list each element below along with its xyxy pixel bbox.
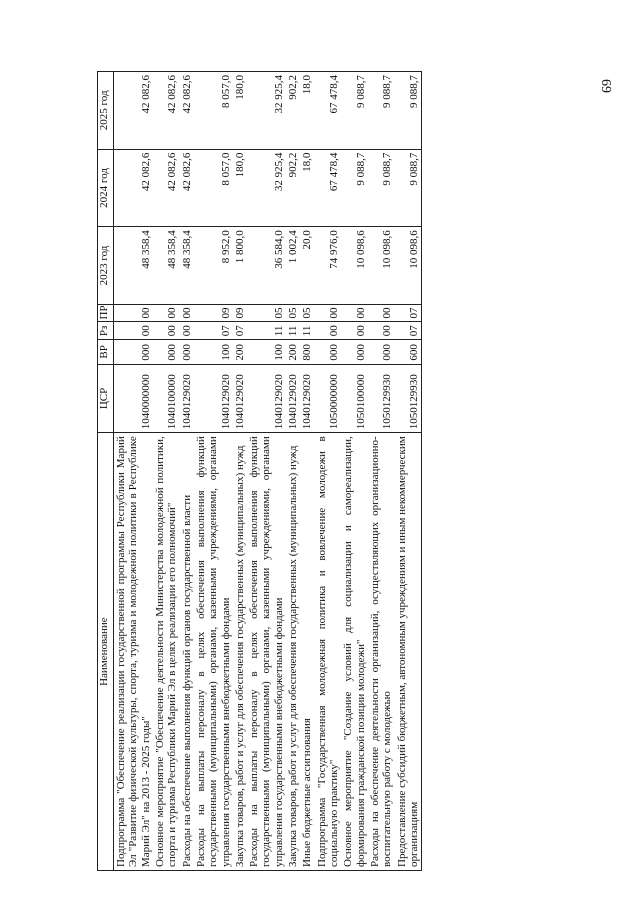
cell-rz: 11 <box>286 322 300 340</box>
cell-csr: 1040129020 <box>300 364 314 433</box>
cell-2025: 42 082,6 <box>153 72 180 150</box>
table-row <box>247 72 286 871</box>
cell-csr: 1040129020 <box>180 364 194 433</box>
cell-rz: 00 <box>114 322 153 340</box>
cell-vr: 100 <box>247 340 286 364</box>
cell-rz: 11 <box>247 322 286 340</box>
cell-2025: 67 478,4 <box>315 72 342 150</box>
cell-rz: 07 <box>233 322 247 340</box>
cell-vr: 000 <box>315 340 342 364</box>
table-row <box>315 72 342 871</box>
cell-csr: 1050129930 <box>368 364 395 433</box>
cell-pr: 00 <box>180 304 194 322</box>
cell-rz: 00 <box>153 322 180 340</box>
cell-2025: 42 082,6 <box>114 72 153 150</box>
cell-csr: 1050100000 <box>341 364 368 433</box>
cell-vr: 000 <box>368 340 395 364</box>
cell-2025: 9 088,7 <box>395 72 422 150</box>
cell-2024: 42 082,6 <box>180 149 194 227</box>
table-row <box>341 72 368 871</box>
cell-csr: 1050129930 <box>395 364 422 433</box>
cell-vr: 000 <box>341 340 368 364</box>
cell-2024: 67 478,4 <box>315 149 342 227</box>
cell-vr: 600 <box>395 340 422 364</box>
cell-2025: 9 088,7 <box>341 72 368 150</box>
cell-rz: 11 <box>300 322 314 340</box>
cell-csr: 1040129020 <box>247 364 286 433</box>
cell-rz: 00 <box>341 322 368 340</box>
cell-2023: 10 098,6 <box>368 227 395 305</box>
page-number: 69 <box>598 79 613 93</box>
cell-pr: 09 <box>233 304 247 322</box>
cell-2025: 32 925,4 <box>247 72 286 150</box>
header-vr: ВР <box>98 340 114 364</box>
cell-2023: 8 952,0 <box>194 227 233 305</box>
cell-name: Основное мероприятие "Обеспечение деятельности Министерства молодежной политики, спорта и туризма Республики Марий Эл в целях реализации его полномочий" <box>153 433 180 871</box>
header-pr: ПР <box>98 304 114 322</box>
cell-name: Расходы на выплаты персоналу в целях обеспечения выполнения функций государственными (муниципальными) органами, казенными учреждениями, органами управления государственными внебюджетными фондами <box>247 433 286 871</box>
cell-vr: 200 <box>233 340 247 364</box>
cell-2024: 8 057,0 <box>194 149 233 227</box>
cell-2025: 9 088,7 <box>368 72 395 150</box>
cell-rz: 00 <box>180 322 194 340</box>
cell-2023: 10 098,6 <box>395 227 422 305</box>
cell-pr: 00 <box>341 304 368 322</box>
header-2025: 2025 год <box>98 72 114 150</box>
cell-2025: 8 057,0 <box>194 72 233 150</box>
cell-name: Иные бюджетные ассигнования <box>300 433 314 871</box>
header-2024: 2024 год <box>98 149 114 227</box>
cell-name: Расходы на выплаты персоналу в целях обеспечения выполнения функций государственными (муниципальными) органами, казенными учреждениями, органами управления государственными внебюджетными фондами <box>194 433 233 871</box>
table-row <box>286 72 300 871</box>
cell-vr: 800 <box>300 340 314 364</box>
cell-2023: 48 358,4 <box>180 227 194 305</box>
cell-2024: 42 082,6 <box>114 149 153 227</box>
cell-name: Расходы на обеспечение выполнения функций органов государственной власти <box>180 433 194 871</box>
cell-rz: 07 <box>194 322 233 340</box>
table-header <box>98 72 114 871</box>
table-row <box>368 72 395 871</box>
header-name: Наименование <box>98 433 114 871</box>
cell-2025: 180,0 <box>233 72 247 150</box>
cell-csr: 1040129020 <box>194 364 233 433</box>
cell-name: Закупка товаров, работ и услуг для обеспечения государственных (муниципальных) нужд <box>233 433 247 871</box>
table-row <box>180 72 194 871</box>
cell-2024: 18,0 <box>300 149 314 227</box>
cell-2024: 180,0 <box>233 149 247 227</box>
budget-table <box>97 71 422 871</box>
cell-csr: 1040129020 <box>233 364 247 433</box>
table-row <box>395 72 422 871</box>
cell-csr: 1040000000 <box>114 364 153 433</box>
cell-2024: 42 082,6 <box>153 149 180 227</box>
table-row <box>194 72 233 871</box>
cell-vr: 000 <box>180 340 194 364</box>
cell-vr: 200 <box>286 340 300 364</box>
table-row <box>300 72 314 871</box>
cell-2023: 1 800,0 <box>233 227 247 305</box>
cell-pr: 05 <box>300 304 314 322</box>
cell-2023: 20,0 <box>300 227 314 305</box>
cell-name: Подпрограмма "Обеспечение реализации государственной программы Республики Марий Эл "Развитие физической культуры, спорта, туризма и молодежной политики в Республике Марий Эл" на 2013 - 2025 годы" <box>114 433 153 871</box>
cell-2024: 902,2 <box>286 149 300 227</box>
cell-pr: 05 <box>247 304 286 322</box>
cell-rz: 00 <box>368 322 395 340</box>
cell-2024: 9 088,7 <box>395 149 422 227</box>
cell-pr: 07 <box>395 304 422 322</box>
cell-2023: 48 358,4 <box>153 227 180 305</box>
cell-rz: 07 <box>395 322 422 340</box>
cell-2023: 10 098,6 <box>341 227 368 305</box>
table-row <box>233 72 247 871</box>
cell-2023: 36 584,0 <box>247 227 286 305</box>
cell-pr: 00 <box>315 304 342 322</box>
table-body <box>114 72 422 871</box>
cell-pr: 00 <box>368 304 395 322</box>
cell-csr: 1040100000 <box>153 364 180 433</box>
cell-rz: 00 <box>315 322 342 340</box>
header-2023: 2023 год <box>98 227 114 305</box>
cell-2025: 42 082,6 <box>180 72 194 150</box>
cell-2024: 9 088,7 <box>368 149 395 227</box>
cell-2025: 18,0 <box>300 72 314 150</box>
cell-vr: 000 <box>153 340 180 364</box>
cell-vr: 000 <box>114 340 153 364</box>
cell-pr: 09 <box>194 304 233 322</box>
cell-name: Предоставление субсидий бюджетным, автономным учреждениям и иным некоммерческим организациям <box>395 433 422 871</box>
cell-pr: 05 <box>286 304 300 322</box>
cell-2023: 74 976,0 <box>315 227 342 305</box>
cell-2024: 32 925,4 <box>247 149 286 227</box>
header-csr: ЦСР <box>98 364 114 433</box>
table-row <box>153 72 180 871</box>
cell-name: Подпрограмма "Государственная молодежная политика и вовлечение молодежи в социальную практику" <box>315 433 342 871</box>
cell-name: Закупка товаров, работ и услуг для обеспечения государственных (муниципальных) нужд <box>286 433 300 871</box>
cell-csr: 1050000000 <box>315 364 342 433</box>
header-rz: Рз <box>98 322 114 340</box>
cell-2024: 9 088,7 <box>341 149 368 227</box>
cell-csr: 1040129020 <box>286 364 300 433</box>
cell-2023: 48 358,4 <box>114 227 153 305</box>
cell-pr: 00 <box>153 304 180 322</box>
cell-pr: 00 <box>114 304 153 322</box>
cell-2025: 902,2 <box>286 72 300 150</box>
table-viewport <box>97 71 622 871</box>
table-row <box>114 72 153 871</box>
cell-2023: 1 002,4 <box>286 227 300 305</box>
cell-name: Основное мероприятие "Создание условий для социализации и самореализации, формирования гражданской позиции молодежи" <box>341 433 368 871</box>
cell-vr: 100 <box>194 340 233 364</box>
cell-name: Расходы на обеспечение деятельности организаций, осуществляющих организационно-воспитательную работу с молодежью <box>368 433 395 871</box>
